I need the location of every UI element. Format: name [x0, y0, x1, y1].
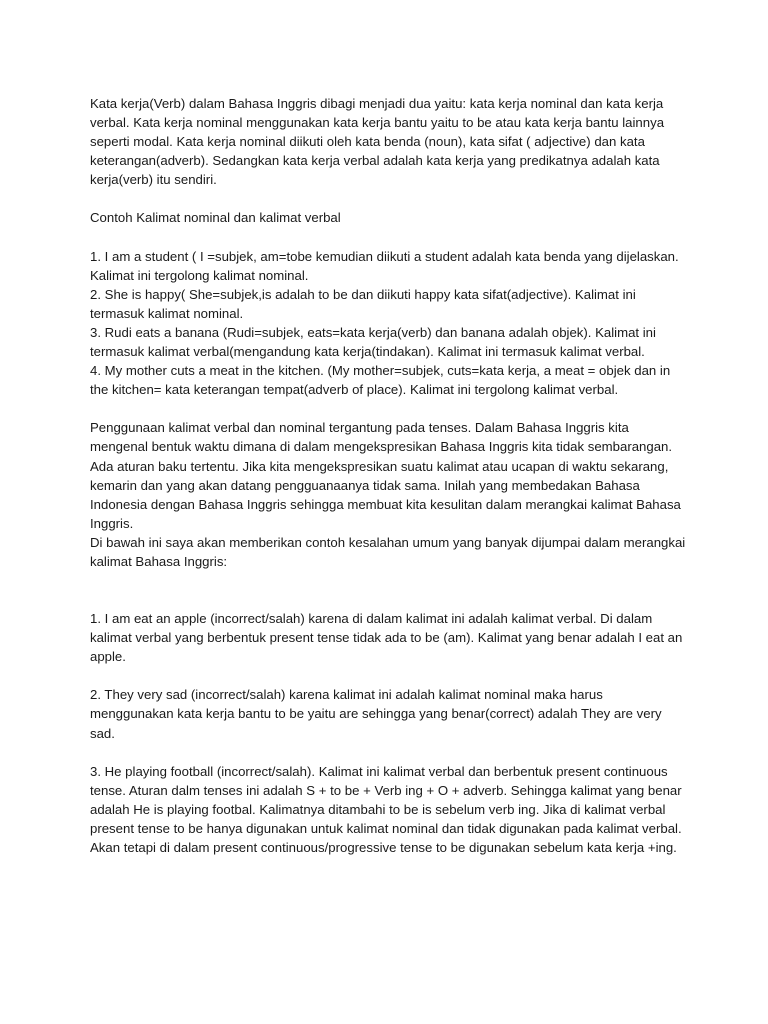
intro-paragraph: Kata kerja(Verb) dalam Bahasa Inggris dibagi menjadi dua yaitu: kata kerja nominal dan kata kerja verbal. Kata kerja nominal menggunakan kata kerja bantu yaitu to be atau kata kerja bantu lainnya seperti modal. Kata kerja nominal diikuti oleh kata benda (noun), kata sifat ( adjective) dan kata keterangan(adverb). Sedangkan kata kerja verbal adalah kata kerja yang predikatnya adalah kata kerja(verb) itu sendiri. [90, 96, 665, 188]
errors-intro: Di bawah ini saya akan memberikan contoh kesalahan umum yang banyak dijumpai dalam merangkai kalimat Bahasa Inggris: [90, 534, 686, 569]
spacer [90, 590, 690, 609]
example-item-3: 3. Rudi eats a banana (Rudi=subjek, eats=kata kerja(verb) dan banana adalah objek). Kalimat ini termasuk kalimat verbal(mengandung kata kerja(tindakan). Kalimat ini termasuk kalimat verbal. [90, 324, 656, 360]
example-item-2: 2. She is happy( She=subjek,is adalah to be dan diikuti happy kata sifat(adjective). Kalimat ini termasuk kalimat nominal. [90, 286, 636, 321]
error-item-1: 1. I am eat an apple (incorrect/salah) karena di dalam kalimat ini adalah kalimat verbal. Di dalam kalimat verbal yang berbentuk present tense tidak ada to be (am). Kalimat yang benar adalah I eat an apple. [90, 611, 683, 665]
error-item-2: 2. They very sad (incorrect/salah) karena kalimat ini adalah kalimat nominal maka harus menggunakan kata kerja bantu to be yaitu are sehingga yang benar(correct) adalah They are very sad. [90, 687, 662, 741]
examples-list [90, 247, 690, 400]
example-item-4: 4. My mother cuts a meat in the kitchen. (My mother=subjek, cuts=kata kerja, a meat = objek dan in the kitchen= kata keterangan tempat(adverb of place). Kalimat ini tergolong kalimat verbal. [90, 363, 671, 398]
error-item-3: 3. He playing football (incorrect/salah). Kalimat ini kalimat verbal dan berbentuk present continuous tense. Aturan dalm tenses ini adalah S + to be + Verb ing + O + adverb. Sehingga kalimat yang benar adalah He is playing footbal. Kalimatnya ditambahi to be is sebelum verb ing. Jika di kalimat verbal present tense to be hanya digunakan untuk kalimat nominal dan tidak digunakan pada kalimat verbal. Akan tetapi di dalam present continuous/progressive tense to be digunakan sebelum kata kerja +ing. [90, 763, 682, 855]
usage-paragraph: Penggunaan kalimat verbal dan nominal tergantung pada tenses. Dalam Bahasa Inggris kita mengenal bentuk waktu dimana di dalam mengekspresikan Bahasa Inggris kita tidak sembarangan. Ada aturan baku tertentu. Jika kita mengekspresikan suatu kalimat atau ucapan di waktu sekarang, kemarin dan yang akan datang pengguanaanya tidak sama. Inilah yang membedakan Bahasa Indonesia dengan Bahasa Inggris sehingga membuat kita kesulitan dalam merangkai kalimat Bahasa Inggris. [90, 420, 681, 531]
document-page [90, 94, 690, 876]
section-heading: Contoh Kalimat nominal dan kalimat verbal [90, 210, 341, 226]
example-item-1: 1. I am a student ( I =subjek, am=tobe kemudian diikuti a student adalah kata benda yang dijelaskan. Kalimat ini tergolong kalimat nominal. [90, 248, 679, 283]
